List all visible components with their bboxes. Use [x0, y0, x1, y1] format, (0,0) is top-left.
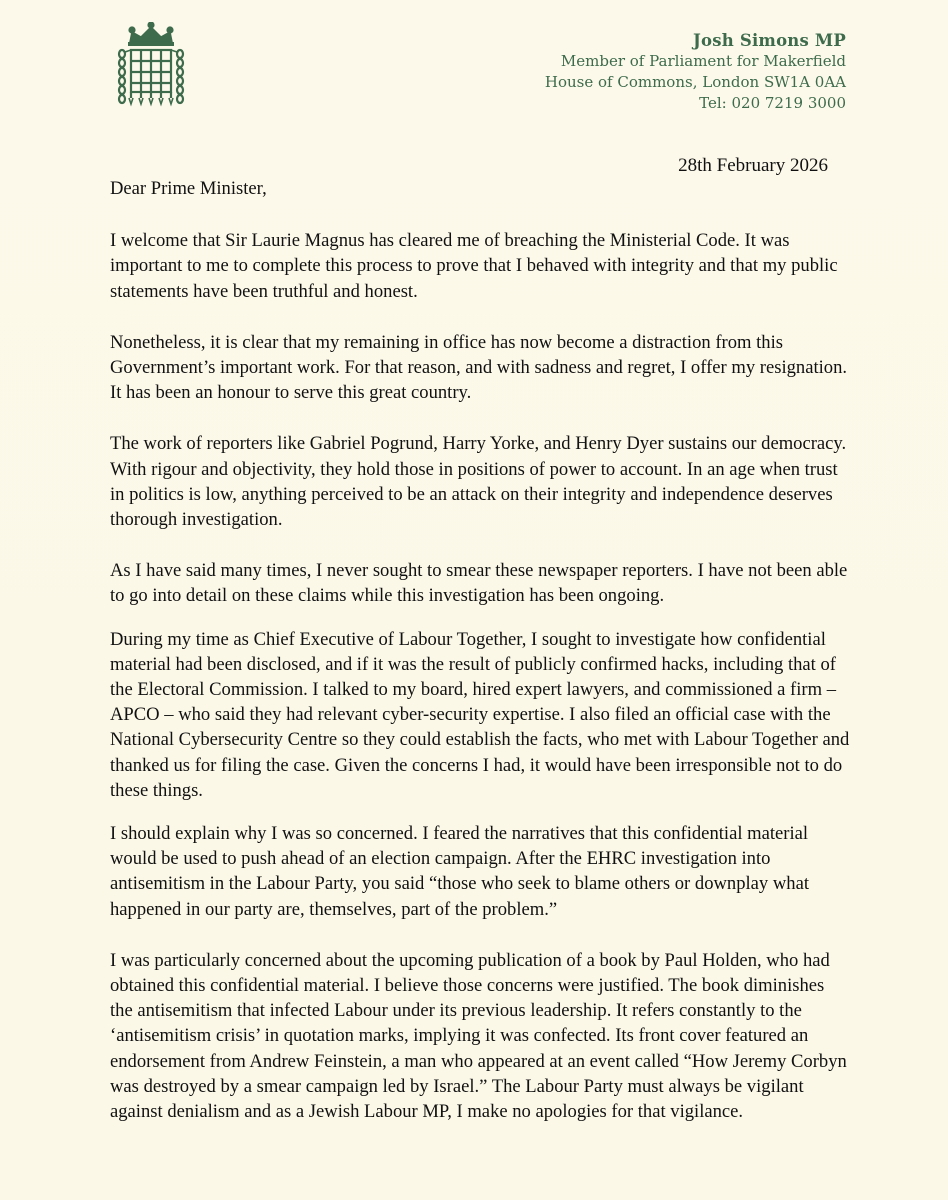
mp-phone: Tel: 020 7219 3000	[699, 94, 846, 112]
paragraph-3: The work of reporters like Gabriel Pogrund, Harry Yorke, and Henry Dyer sustains our democracy. With rigour and objectivity, they hold those in positions of power to account. In an age when trust in politics is low, anything perceived to be an attack on their integrity and independence deserves thorough investigation.	[110, 433, 847, 531]
salutation: Dear Prime Minister,	[110, 178, 267, 199]
mp-role: Member of Parliament for Makerfield	[560, 52, 846, 70]
paragraph-2: Nonetheless, it is clear that my remaining in office has now become a distraction from this Government’s important work. For that reason, and with sadness and regret, I offer my resignation. It has been an honour to serve this great country.	[110, 331, 848, 404]
paragraph-1: I welcome that Sir Laurie Magnus has cleared me of breaching the Ministerial Code. It was important to me to complete this process to prove that I behaved with integrity and that my public statements have been truthful and honest.	[110, 230, 838, 302]
paragraph-6: I should explain why I was so concerned. I feared the narratives that this confidential material would be used to push ahead of an election campaign. After the EHRC investigation into antisemitism in the Labour Party, you said “those who seek to blame others or downplay what happened in our party are, themselves, part of the problem.”	[110, 823, 810, 920]
mp-address: House of Commons, London SW1A 0AA	[544, 73, 846, 91]
portcullis-icon	[112, 22, 190, 108]
letter-date: 28th February 2026	[678, 155, 828, 176]
paragraph-4: As I have said many times, I never sought to smear these newspaper reporters. I have not been able to go into detail on these claims while this investigation has been ongoing.	[110, 560, 848, 607]
paragraph-7: I was particularly concerned about the upcoming publication of a book by Paul Holden, who had obtained this confidential material. I believe those concerns were justified. The book diminishes the antisemitism that infected Labour under its previous leadership. It refers constantly to the ‘antisemitism crisis’ in quotation marks, implying it was confected. Its front cover featured an endorsement from Andrew Feinstein, a man who appeared at an event called “How Jeremy Corbyn was destroyed by a smear campaign led by Israel.” The Labour Party must always be vigilant against denialism and as a Jewish Labour MP, I make no apologies for that vigilance.	[110, 949, 847, 1123]
letterhead	[545, 30, 846, 114]
mp-name: Josh Simons MP	[693, 31, 846, 50]
letter-body	[110, 172, 850, 1124]
paragraph-5: During my time as Chief Executive of Labour Together, I sought to investigate how confidential material had been disclosed, and if it was the result of publicly confirmed hacks, including that of the Electoral Commission. I talked to my board, hired expert lawyers, and commissioned a firm – APCO – who said they had relevant cyber-security expertise. I also filed an official case with the National Cybersecurity Centre so they could establish the facts, who met with Labour Together and thanked us for filing the case. Given the concerns I had, it would have been irresponsible not to do these things.	[110, 628, 850, 801]
